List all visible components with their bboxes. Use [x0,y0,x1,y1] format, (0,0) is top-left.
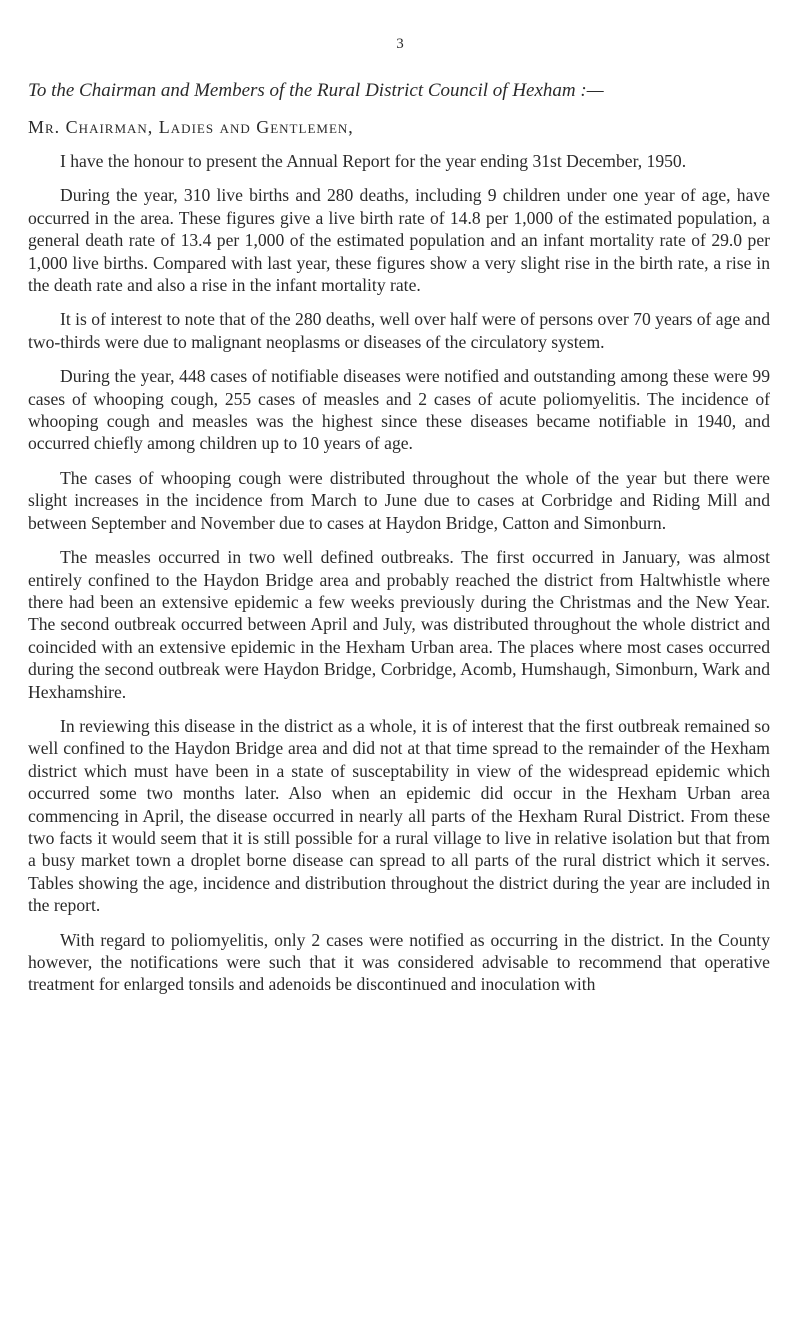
addressee-line: To the Chairman and Members of the Rural District Council of Hexham :— [28,80,604,101]
paragraph-deaths: It is of interest to note that of the 280 deaths, well over half were of persons over 70 years of age and two-thirds were due to malignant neoplasms or diseases of the circulatory system. [28,309,770,352]
paragraph-poliomyelitis: With regard to poliomyelitis, only 2 cases were notified as occurring in the district. In the County however, the notifications were such that it was considered advisable to recommend that operative treatment for enlarged tonsils and adenoids be discontinued and inoculation with [28,929,770,995]
paragraph-measles-outbreaks: The measles occurred in two well defined outbreaks. The first occurred in January, was almost entirely confined to the Haydon Bridge area and probably reached the district from Haltwhistle where there had been an extensive epidemic a few weeks previously during the Christmas and the New Year. The second outbreak occurred between April and July, was distributed throughout the whole district and coincided with an extensive epidemic in the Hexham Urban area. The places where most cases occurred during the second outbreak were Haydon Bridge, Corbridge, Acomb, Humshaugh, Simonburn, Wark and Hexhamshire. [28,547,770,702]
page-number: 3 [396,36,404,52]
paragraph-whooping-cough: The cases of whooping cough were distributed throughout the whole of the year but there were slight increases in the incidence from March to June due to cases at Corbridge and Riding Mill and between September and November due to cases at Haydon Bridge, Catton and Simonburn. [28,467,770,533]
paragraph-measles-review: In reviewing this disease in the district as a whole, it is of interest that the first outbreak remained so well confined to the Haydon Bridge area and did not at that time spread to the remainder of the Hexham district which must have been in a state of susceptability in view of the widespread epidemic which occurred some two months later. Also when an epidemic did occur in the Hexham Urban area commencing in April, the disease occurred in nearly all parts of the Hexham Rural District. From these two facts it would seem that it is still possible for a rural village to live in relative isolation but that from a busy market town a droplet borne disease can spread to all parts of the rural district which it serves. Tables showing the age, incidence and distribution throughout the district during the year are included in the report. [28,715,770,916]
paragraph-notifiable-diseases: During the year, 448 cases of notifiable diseases were notified and outstanding among these were 99 cases of whooping cough, 255 cases of measles and 2 cases of acute poliomyelitis. The incidence of whooping cough and measles was the highest since these diseases became notifiable in 1940, and occurred chiefly among children up to 10 years of age. [28,366,770,454]
paragraph-vital-statistics: During the year, 310 live births and 280 deaths, including 9 children under one year of age, have occurred in the area. These figures give a live birth rate of 14.8 per 1,000 of the estimated population, a general death rate of 13.4 per 1,000 of the estimated population and an infant mortality rate of 29.0 per 1,000 live births. Compared with last year, these figures show a very slight rise in the birth rate, a rise in the death rate and also a rise in the infant mortality rate. [28,185,770,296]
paragraph-introduction: I have the honour to present the Annual Report for the year ending 31st December, 1950. [60,151,687,171]
report-body [28,80,770,1008]
salutation: Mr. Chairman, Ladies and Gentlemen, [28,117,354,137]
